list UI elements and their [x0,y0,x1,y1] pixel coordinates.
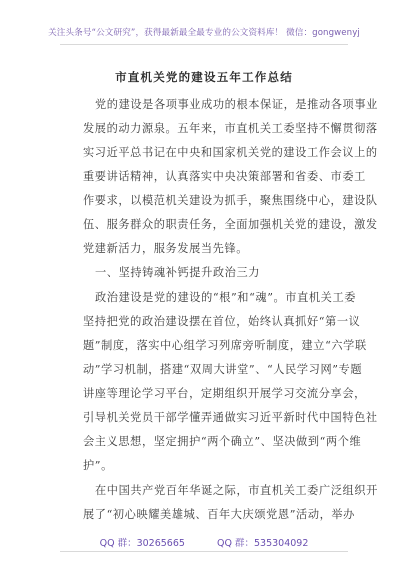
footer-contact [0,535,408,549]
footer-divider [60,551,348,552]
promo-header: 关注头条号“公文研究”，获得最新最全最专业的公文资料库！ 微信：gongwenyj [48,28,360,38]
body-line: 党建新活力，服务发展当先锋。 [83,242,249,255]
qq-group-secondary: QQ 群：535304092 [217,538,309,549]
document-title: 市直机关党的建设五年工作总结 [115,70,293,84]
qq-group-primary: QQ 群：30265665 [99,538,185,549]
body-line: 护”。 [83,459,113,472]
body-line: 坚持把党的政治建设摆在首位，始终认真抓好“第一议 [83,315,361,328]
body-line: 伍、服务群众的职责任务，全面加强机关党的建设，激发 [83,218,378,231]
header-divider [60,44,348,45]
body-line: 在中国共产党百年华诞之际，市直机关工委广泛组织开 [95,484,378,497]
body-line: 动”学习机制，搭建“双周大讲堂”、“人民学习网”专题 [83,363,363,376]
body-line: 展了“初心映耀美雄城、百年大庆颂党恩”活动，举办 [83,508,355,521]
body-line: 讲座等理论学习平台，定期组织开展学习交流分享会， [83,387,366,400]
body-line: 党的建设是各项事业成功的根本保证，是推动各项事业 [95,98,378,111]
section-heading: 一、坚持铸魂补钙提升政治三力 [95,266,261,279]
body-line: 重要讲话精神，认真落实中央决策部署和省委、市委工 [83,170,366,183]
body-line: 会主义思想，坚定拥护“两个确立”、坚决做到“两个维 [83,435,362,448]
body-line: 作要求，以模范机关建设为抓手，聚焦围绕中心，建设队 [83,194,378,207]
body-line: 引导机关党员干部学懂弄通做实习近平新时代中国特色社 [83,411,378,424]
body-line: 实习近平总书记在中央和国家机关党的建设工作会议上的 [83,146,378,159]
body-line: 题”制度，落实中心组学习列席旁听制度，建立“六学联 [83,339,367,352]
body-line: 发展的动力源泉。五年来，市直机关工委坚持不懈贯彻落 [83,122,378,135]
body-line: 政治建设是党的建设的“根”和“魂”。市直机关工委 [95,291,357,304]
